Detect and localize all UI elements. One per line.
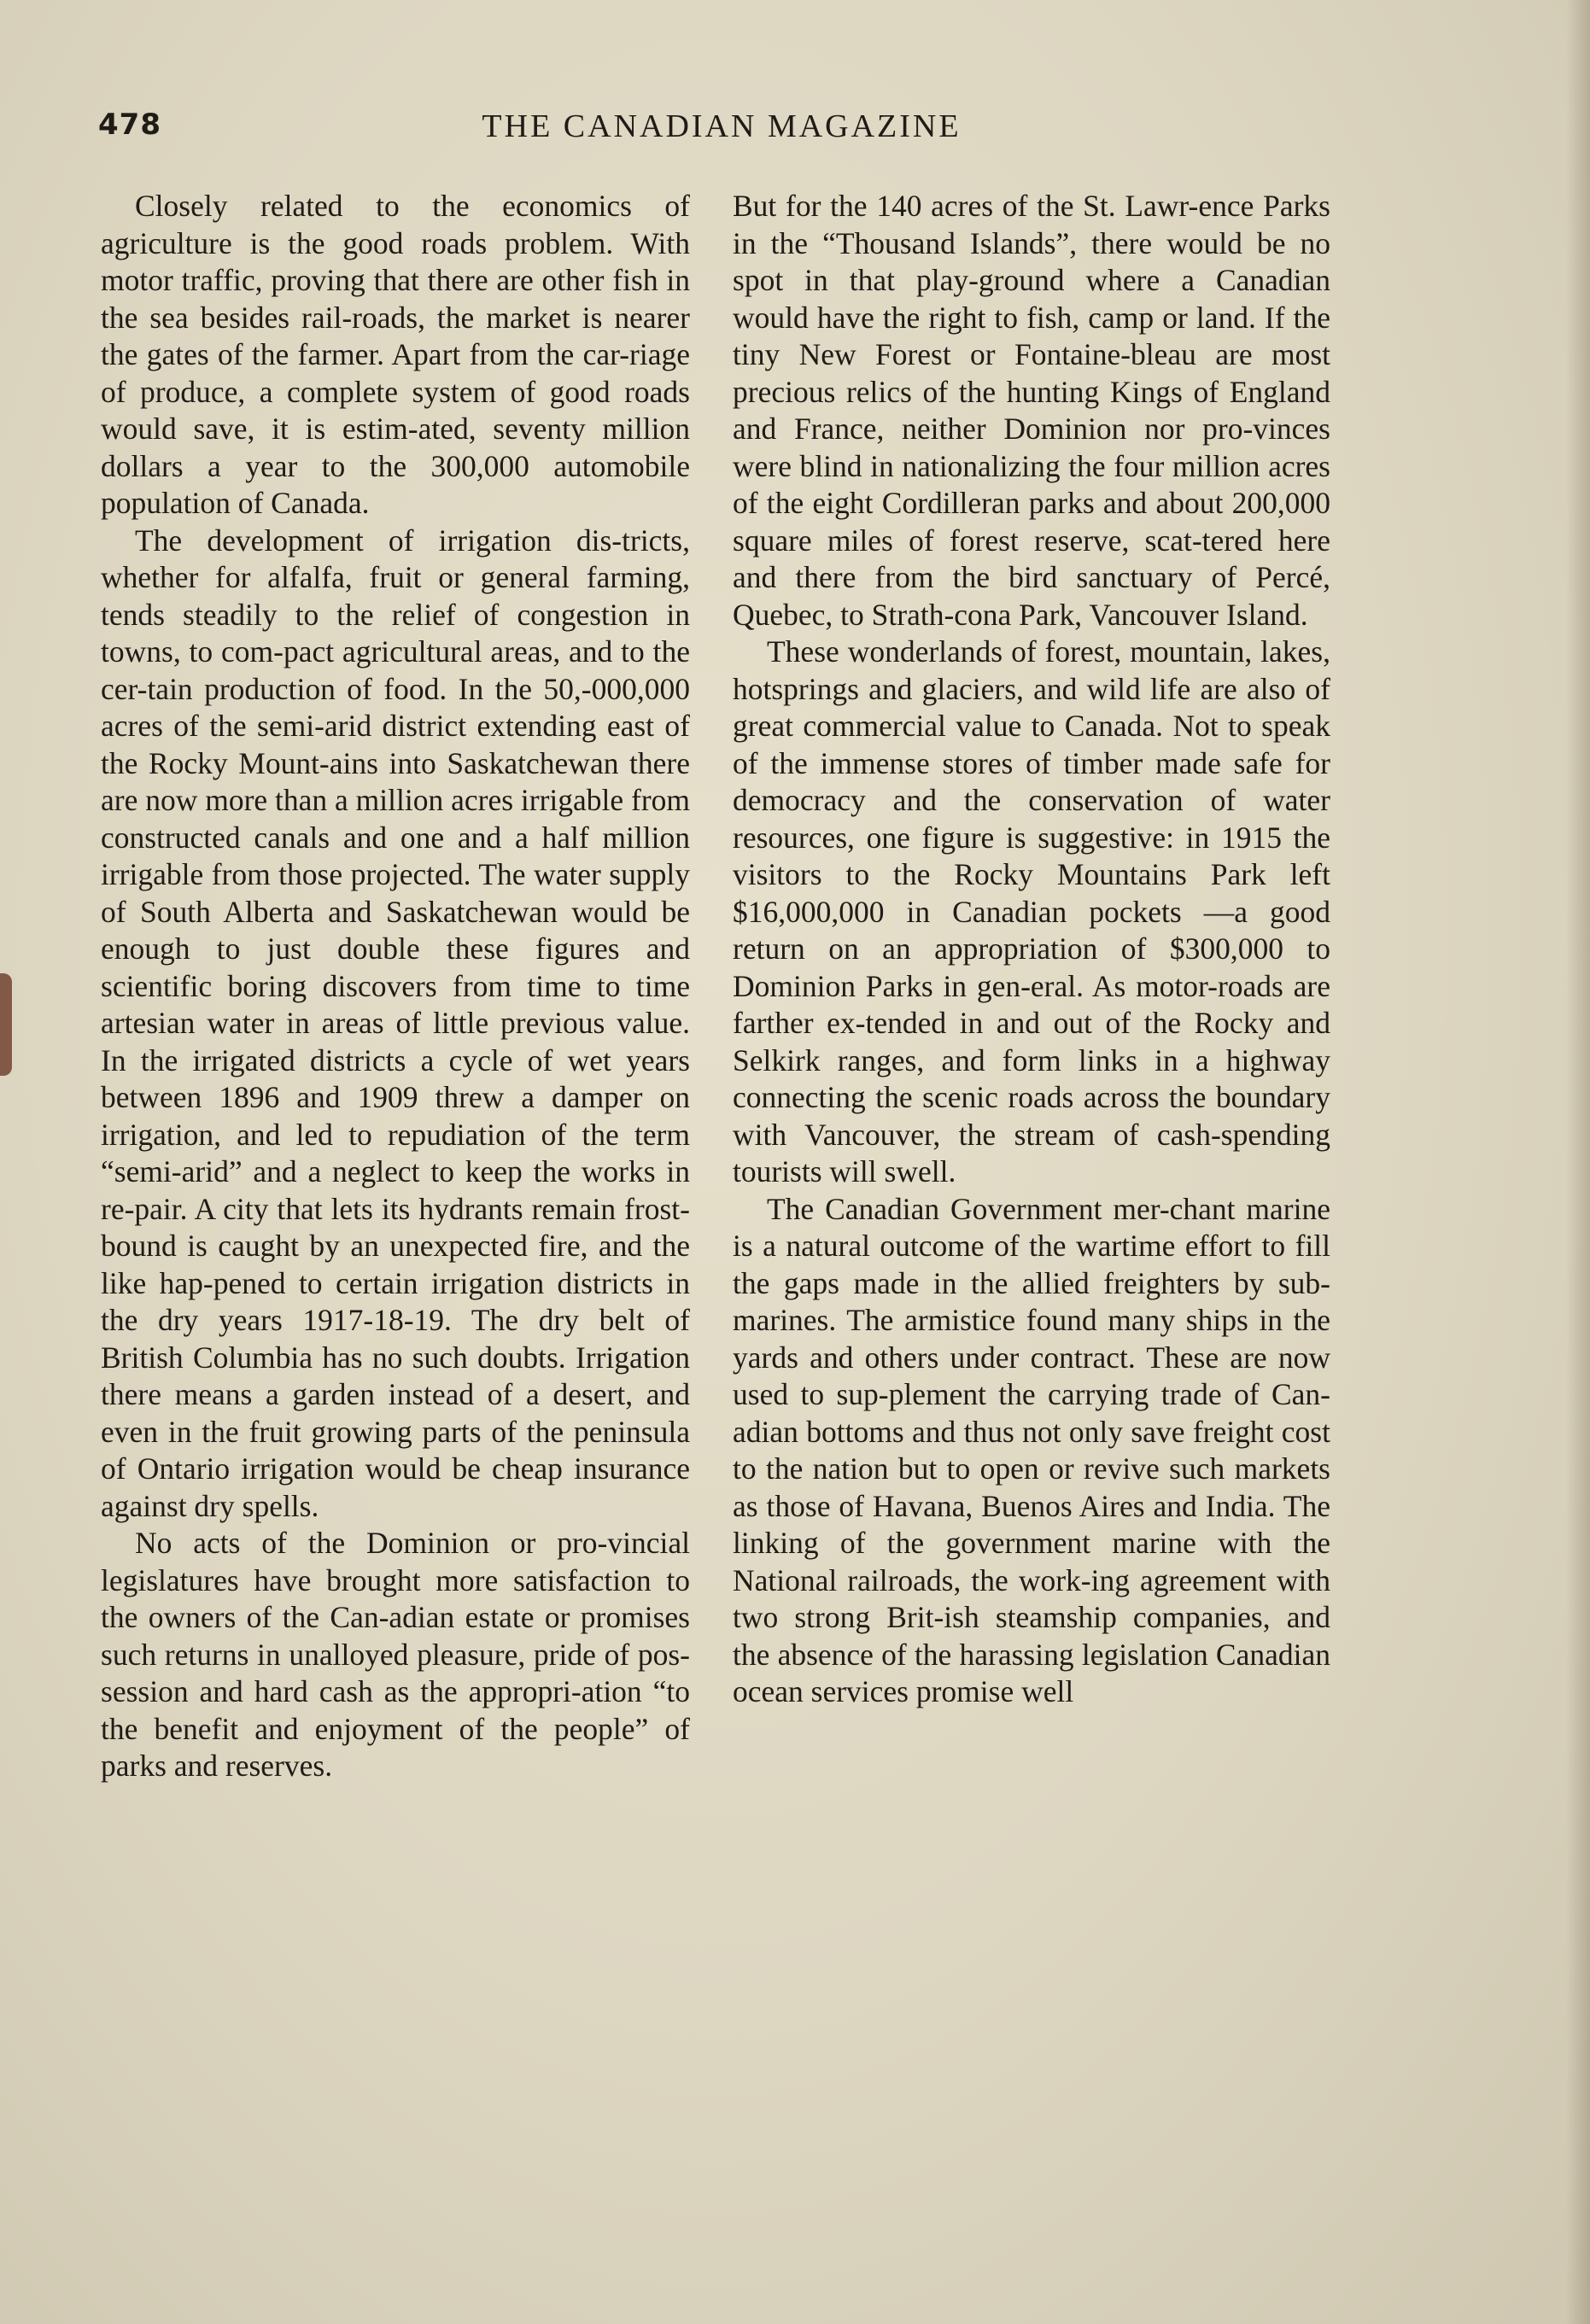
paragraph: These wonderlands of forest, mountain, lakes, hotsprings and glaciers, and wild life are also of great commercial value to Canada. Not to speak of the immense stores of timber made safe for democracy and the conservation of water resources, one figure is suggestive: in 1915 the visitors to the Rocky Mountains Park left $16,000,000 in Canadian pockets —a good return on an appropriation of $300,000 to Dominion Parks in gen-eral. As motor-roads are farther ex-tended in and out of the Rocky and Selkirk ranges, and form links in a highway connecting the scenic roads across the boundary with Vancouver, the stream of cash-spending tourists will swell. (733, 634, 1330, 1188)
paragraph: The Canadian Government mer-chant marine is a natural outcome of the wartime effort to fill the gaps made in the allied freighters by sub-marines. The armistice found many ships in the yards and others under contract. These are now used to sup-plement the carrying trade of Can-adian bottoms and thus not only save freight cost to the nation but to open or revive such markets as those of Havana, Buenos Aires and India. The linking of the government marine with the National railroads, the work-ing agreement with two strong Brit-ish steamship companies, and the absence of the harassing legislation Canadian ocean services promise well (733, 1191, 1330, 1708)
paragraph: Closely related to the economics of agriculture is the good roads problem. With motor traffic, proving that there are other fish in the sea besides rail-roads, the market is nearer the gates of the farmer. Apart from the car-riage of produce, a complete system of good roads would save, it is estim-ated, seventy million dollars a year to the 300,000 automobile population of Canada. (101, 189, 690, 520)
page-edge-mark (0, 973, 12, 1076)
running-head: THE CANADIAN MAGAZINE (482, 108, 962, 144)
page-number: 478 (98, 108, 161, 142)
right-column (733, 188, 1330, 1711)
paragraph: The development of irrigation dis-tricts, whether for alfalfa, fruit or general farming, tends steadily to the relief of congestion in towns, to com-pact agricultural areas, and to the cer-tain production of food. In the 50,-000,000 acres of the semi-arid district extending east of the Rocky Mount-ains into Saskatchewan there are now more than a million acres irrigable from constructed canals and one and a half million irrigable from those projected. The water supply of South Alberta and Saskatchewan would be enough to just double these figures and scientific boring discovers from time to time artesian water in areas of little previous value. In the irrigated districts a cycle of wet years between 1896 and 1909 threw a damper on irrigation, and led to repudiation of the term “semi-arid” and a neglect to keep the works in re-pair. A city that lets its hydrants remain frost-bound is caught by an unexpected fire, and the like hap-pened to certain irrigation districts in the dry years 1917-18-19. The dry belt of British Columbia has no such doubts. Irrigation there means a garden instead of a desert, and even in the fruit growing parts of the peninsula of Ontario irrigation would be cheap insurance against dry spells. (101, 523, 691, 1523)
page-spine-shadow (1566, 0, 1590, 2324)
page-header (98, 108, 1345, 150)
paragraph: But for the 140 acres of the St. Lawr-ence Parks in the “Thousand Islands”, there would be no spot in that play-ground where a Canadian would have the right to fish, camp or land. If the tiny New Forest or Fontaine-bleau are most precious relics of the hunting Kings of England and France, neither Dominion nor pro-vinces were blind in nationalizing the four million acres of the eight Cordilleran parks and about 200,000 square miles of forest reserve, scat-tered here and there from the bird sanctuary of Percé, Quebec, to Strath-cona Park, Vancouver Island. (733, 189, 1330, 632)
left-column (101, 188, 690, 1785)
paragraph: No acts of the Dominion or pro-vincial legislatures have brought more satisfaction to the owners of the Can-adian estate or promises such returns in unalloyed pleasure, pride of pos-session and hard cash as the appropri-ation “to the benefit and enjoyment of the people” of parks and reserves. (101, 1526, 690, 1783)
